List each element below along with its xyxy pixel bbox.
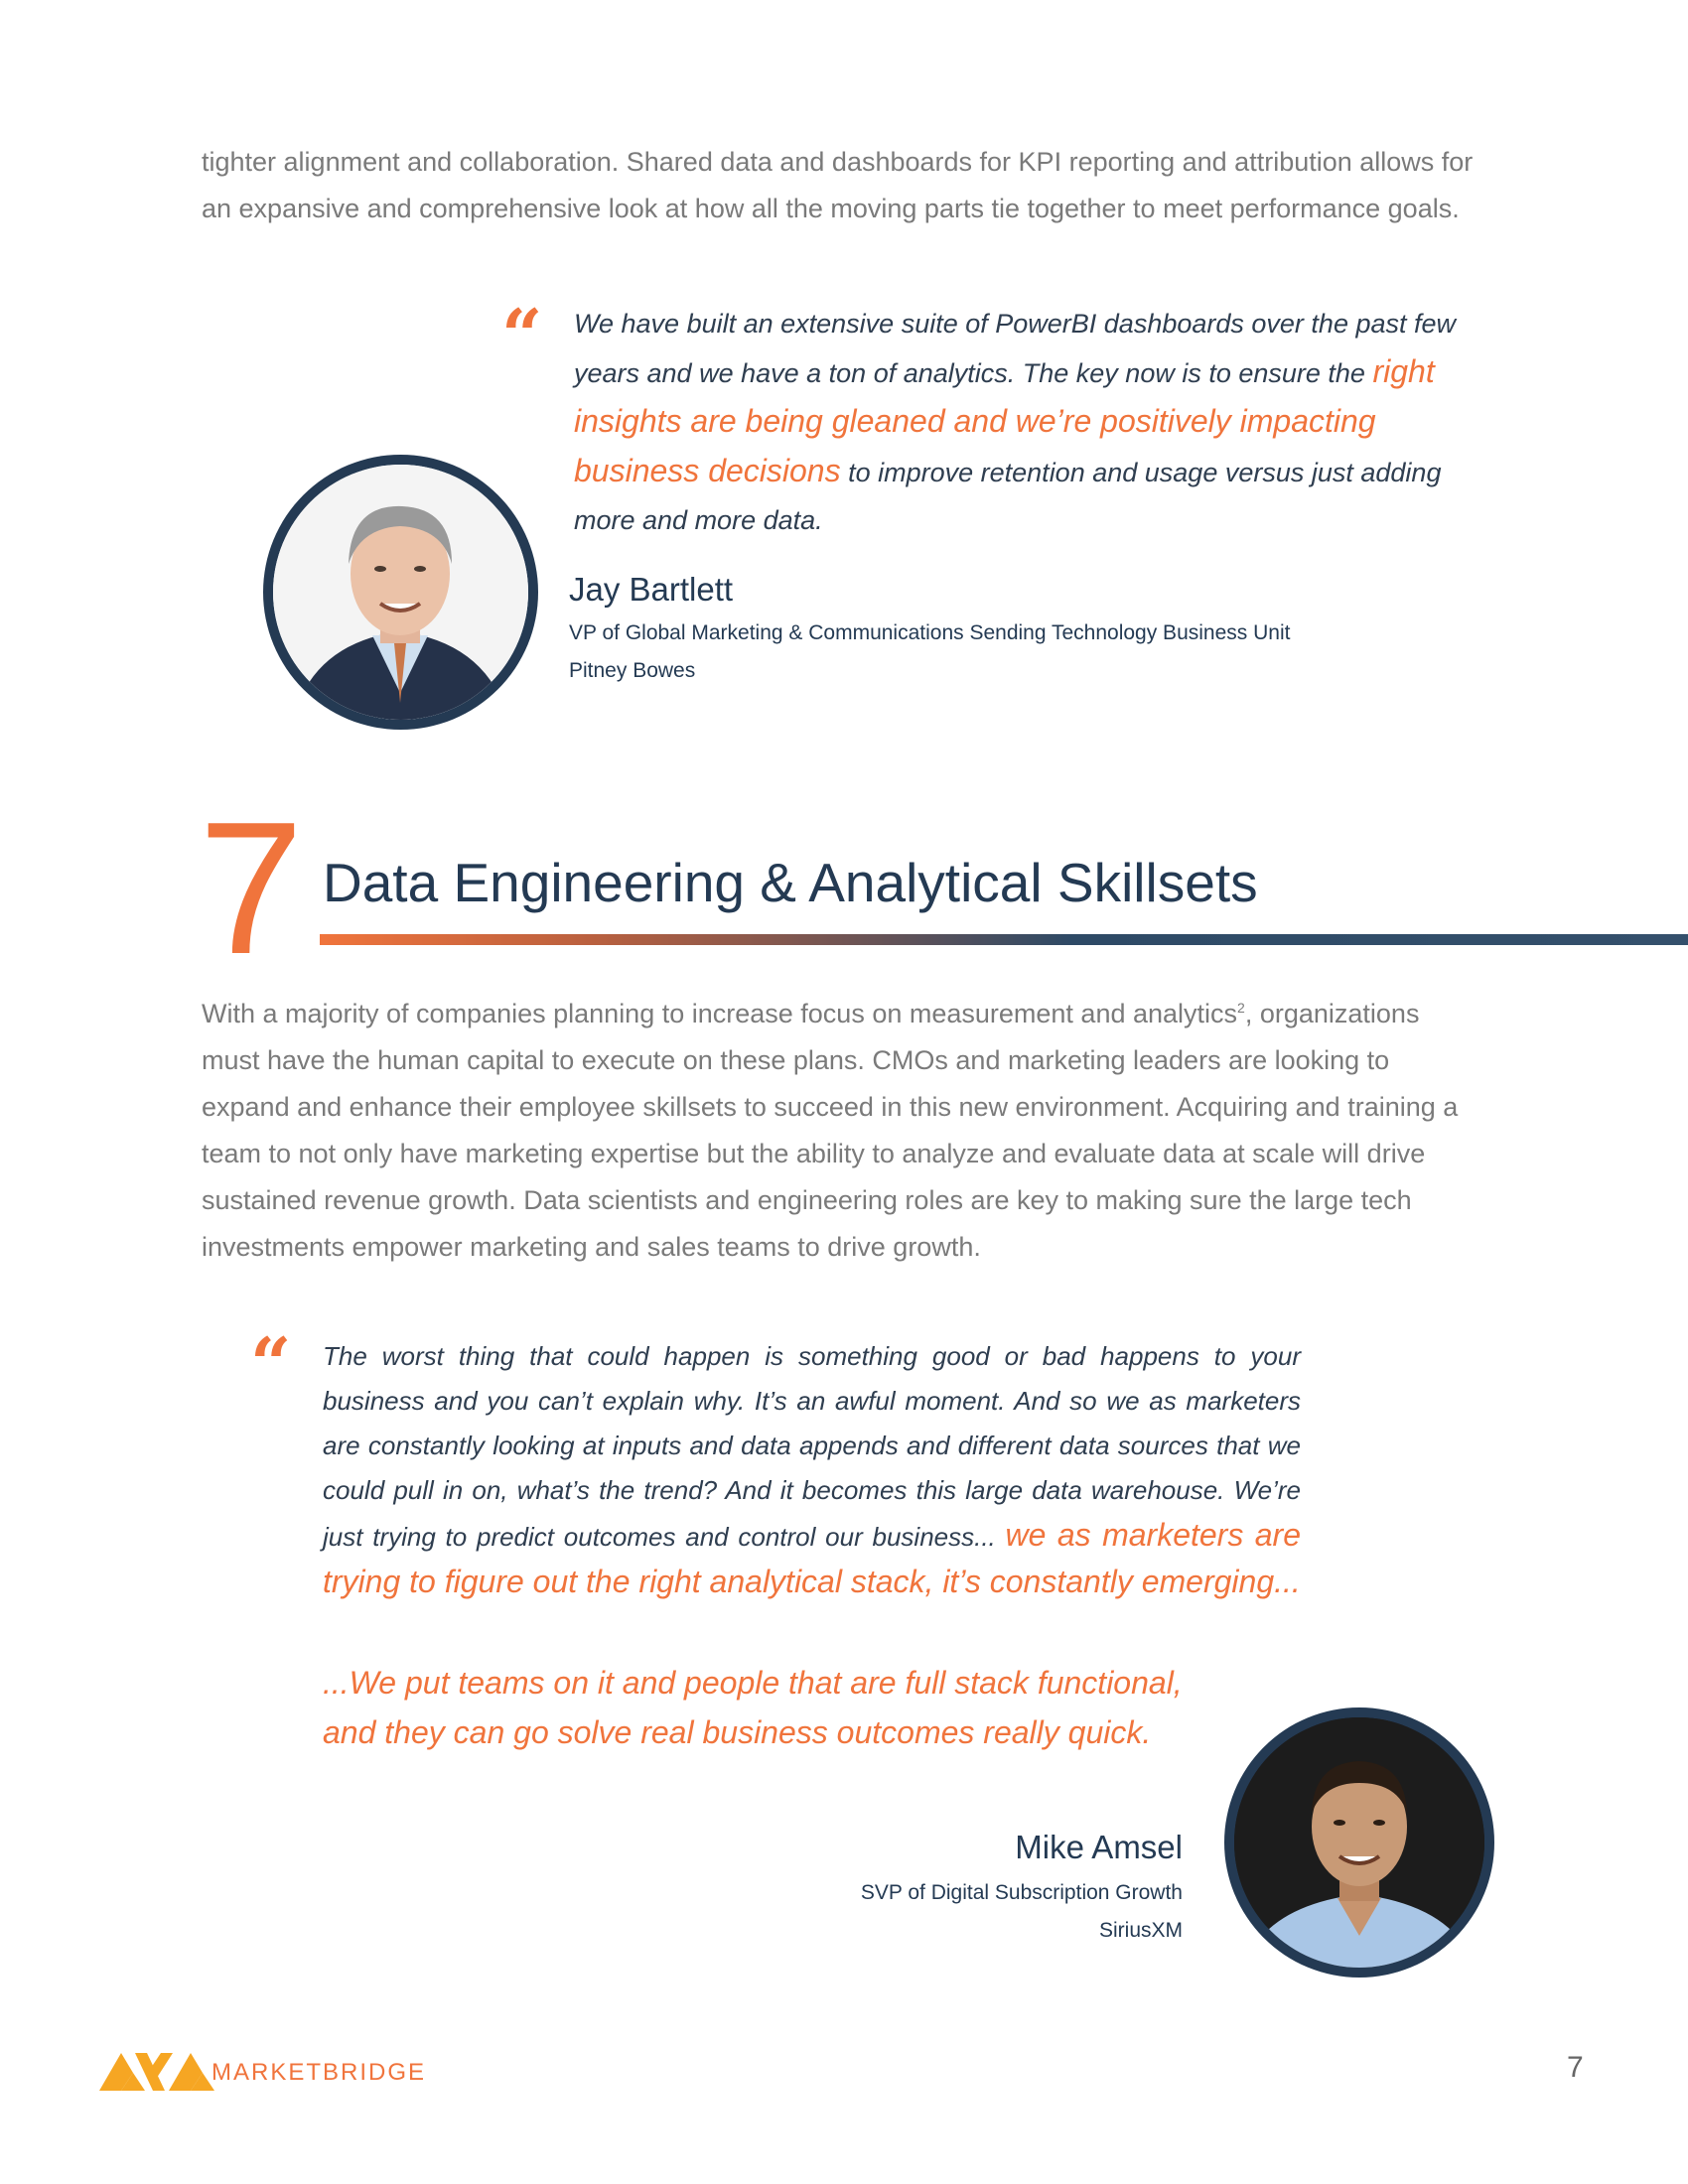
section-paragraph-text: With a majority of companies planning to increase focus on measurement and analytics xyxy=(202,999,1238,1028)
avatar xyxy=(263,455,538,730)
section-paragraph xyxy=(202,985,1482,1271)
quote-highlight: we as marketers are trying to figure out the right analytical stack, it’s constantly emerging... xyxy=(323,1517,1302,1599)
person-portrait-icon xyxy=(1234,1717,1484,1968)
quote-mark-icon: “ xyxy=(501,293,543,377)
section-paragraph-text-end: , organizations must have the human capital to execute on these plans. CMOs and marketing leaders are looking to expand and enhance their employee skillsets to succeed in this new environment. Acquiring and training a team to not only have marketing expertise but the ability to analyze and evaluate data at scale will drive sustained revenue growth. Data scientists and engineering roles are key to making sure the large tech investments empower marketing and sales teams to drive growth. xyxy=(202,999,1459,1262)
avatar xyxy=(1224,1707,1494,1978)
footnote-reference: 2 xyxy=(1237,1000,1245,1016)
section-number: 7 xyxy=(199,783,304,994)
quote-mike-amsel xyxy=(323,1334,1301,1606)
quote-author-name: Jay Bartlett xyxy=(569,571,734,608)
section-divider xyxy=(320,934,1688,945)
quote-jay-bartlett xyxy=(574,300,1502,544)
person-portrait-icon xyxy=(273,465,528,720)
quote-highlight-closing: ...We put teams on it and people that are full stack functional, and they can go solve real business outcomes really quick. xyxy=(323,1665,1183,1750)
quote-author-title: VP of Global Marketing & Communications Sending Technology Business Unit xyxy=(569,621,1291,644)
intro-paragraph: tighter alignment and collaboration. Shared data and dashboards for KPI reporting and attribution allows for an expansive and comprehensive look at how all the moving parts tie together to meet performance goals. xyxy=(202,147,1474,223)
quote-text: We have built an extensive suite of PowerBI dashboards over the past few years and we have a ton of analytics. The key now is to ensure the xyxy=(574,309,1457,388)
quote-text-end: to improve retention and usage versus just adding more and more data. xyxy=(574,458,1442,535)
marketbridge-logo-icon xyxy=(99,2053,223,2091)
quote-author-company: SiriusXM xyxy=(1098,1919,1183,1942)
quote-text: The worst thing that could happen is something good or bad happens to your business and you can’t explain why. It’s an awful moment. And so we as marketers are constantly looking at inputs and data appends and different data sources that we could pull in on, what’s the trend? And it becomes this large data warehouse. We’re just trying to predict outcomes and control our business... xyxy=(323,1341,1301,1552)
quote-author-name: Mike Amsel xyxy=(1015,1829,1183,1865)
brand-name: MARKETBRIDGE xyxy=(211,2059,427,2086)
quote-highlight: right insights are being gleaned and we’re positively impacting business decisions xyxy=(574,353,1435,488)
section-title: Data Engineering & Analytical Skillsets xyxy=(323,852,1258,913)
quote-author-company: Pitney Bowes xyxy=(569,659,696,682)
page-number: 7 xyxy=(1567,2051,1584,2084)
quote-author-title: SVP of Digital Subscription Growth xyxy=(860,1881,1183,1904)
quote-mark-icon: “ xyxy=(250,1321,292,1406)
